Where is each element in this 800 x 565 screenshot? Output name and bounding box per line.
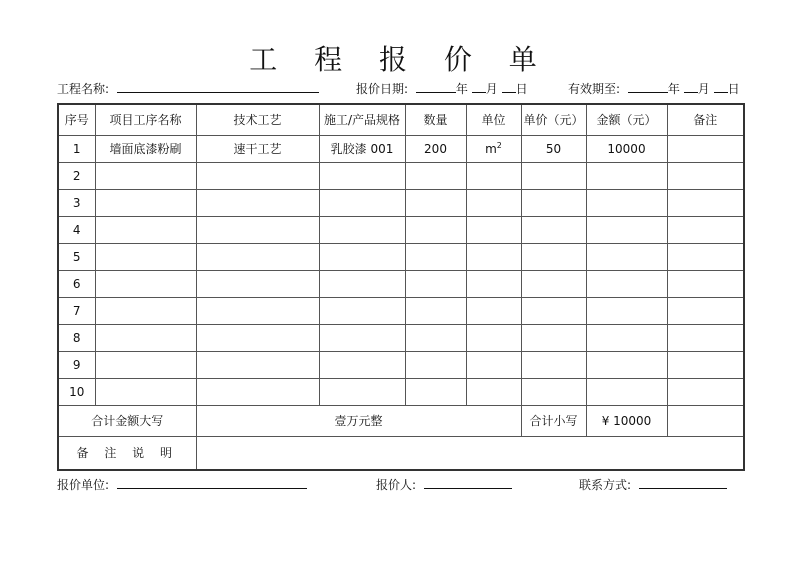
spec-cell[interactable] — [319, 297, 405, 324]
column-header: 备注 — [667, 104, 744, 135]
notes-row — [58, 436, 744, 470]
table-row — [58, 324, 744, 351]
item-name-cell[interactable] — [95, 324, 196, 351]
tech-cell[interactable] — [196, 216, 319, 243]
row-number: 9 — [58, 351, 95, 378]
quote-date-label: 报价日期: — [356, 82, 409, 96]
tech-cell[interactable] — [196, 324, 319, 351]
spec-cell[interactable] — [319, 324, 405, 351]
table-row — [58, 243, 744, 270]
quote-unit-label: 报价单位: — [57, 478, 110, 492]
quantity-cell[interactable]: 200 — [405, 135, 466, 162]
project-name-label: 工程名称: — [57, 82, 110, 96]
quoter-row — [376, 476, 512, 494]
unit-price-cell[interactable] — [521, 216, 586, 243]
tech-cell[interactable] — [196, 270, 319, 297]
column-header: 数量 — [405, 104, 466, 135]
total-remark-cell[interactable] — [667, 405, 744, 436]
spec-cell[interactable] — [319, 162, 405, 189]
quantity-cell[interactable] — [405, 243, 466, 270]
table-row — [58, 162, 744, 189]
amount-cell[interactable] — [586, 216, 667, 243]
quantity-cell[interactable] — [405, 324, 466, 351]
quantity-cell[interactable] — [405, 270, 466, 297]
row-number: 1 — [58, 135, 95, 162]
item-name-cell[interactable] — [95, 297, 196, 324]
column-header: 金额（元） — [586, 104, 667, 135]
table-row — [58, 189, 744, 216]
unit-price-cell[interactable]: 50 — [521, 135, 586, 162]
valid-until-label: 有效期至: — [568, 82, 621, 96]
item-name-cell[interactable]: 墙面底漆粉刷 — [95, 135, 196, 162]
valid-until-year-field[interactable] — [628, 80, 668, 93]
valid-until-row — [568, 80, 740, 98]
column-header: 序号 — [58, 104, 95, 135]
row-number: 2 — [58, 162, 95, 189]
tech-cell[interactable] — [196, 189, 319, 216]
table-row — [58, 378, 744, 405]
column-header: 单价（元） — [521, 104, 586, 135]
row-number: 7 — [58, 297, 95, 324]
year-label: 年 — [455, 82, 468, 96]
quantity-cell[interactable] — [405, 297, 466, 324]
row-number: 6 — [58, 270, 95, 297]
row-number: 4 — [58, 216, 95, 243]
row-number: 3 — [58, 189, 95, 216]
spec-cell[interactable] — [319, 189, 405, 216]
project-name-field[interactable] — [117, 80, 319, 93]
tech-cell[interactable] — [196, 351, 319, 378]
total-row — [58, 405, 744, 436]
spec-cell[interactable] — [319, 378, 405, 405]
column-header: 施工/产品规格 — [319, 104, 405, 135]
unit-cell[interactable]: $m^2$ — [466, 135, 521, 162]
remark-cell[interactable] — [667, 189, 744, 216]
item-name-cell[interactable] — [95, 270, 196, 297]
column-header: 技术工艺 — [196, 104, 319, 135]
valid-until-day-field[interactable] — [714, 80, 728, 93]
quantity-cell[interactable] — [405, 351, 466, 378]
quantity-cell[interactable] — [405, 189, 466, 216]
quote-date-day-field[interactable] — [502, 80, 516, 93]
table-row — [58, 216, 744, 243]
amount-cell[interactable] — [586, 378, 667, 405]
quote-table — [57, 103, 745, 471]
quote-unit-field[interactable] — [117, 476, 307, 489]
remark-cell[interactable] — [667, 351, 744, 378]
tech-cell[interactable] — [196, 162, 319, 189]
day-label: 日 — [727, 82, 740, 96]
item-name-cell[interactable] — [95, 162, 196, 189]
total-words-value[interactable]: 壹万元整 — [196, 405, 521, 436]
contact-row — [579, 476, 727, 494]
table-header-row — [58, 104, 744, 135]
unit-cell[interactable] — [466, 243, 521, 270]
table-row — [58, 351, 744, 378]
unit-price-cell[interactable] — [521, 162, 586, 189]
row-number: 10 — [58, 378, 95, 405]
amount-cell[interactable] — [586, 243, 667, 270]
notes-label: 备 注 说 明 — [58, 436, 196, 470]
month-label: 月 — [697, 82, 710, 96]
total-words-label: 合计金额大写 — [58, 405, 196, 436]
unit-price-cell[interactable] — [521, 378, 586, 405]
unit-price-cell[interactable] — [521, 324, 586, 351]
remark-cell[interactable] — [667, 135, 744, 162]
unit-superscript: 2 — [496, 141, 502, 150]
table-row — [58, 135, 744, 162]
item-name-cell[interactable] — [95, 189, 196, 216]
unit-cell[interactable] — [466, 162, 521, 189]
item-name-cell[interactable] — [95, 378, 196, 405]
remark-cell[interactable] — [667, 270, 744, 297]
valid-until-month-field[interactable] — [684, 80, 698, 93]
contact-label: 联系方式: — [579, 478, 632, 492]
quantity-cell[interactable] — [405, 378, 466, 405]
unit-cell[interactable] — [466, 216, 521, 243]
quoter-field[interactable] — [424, 476, 512, 489]
column-header: 项目工序名称 — [95, 104, 196, 135]
amount-cell[interactable] — [586, 162, 667, 189]
amount-cell[interactable] — [586, 351, 667, 378]
remark-cell[interactable] — [667, 162, 744, 189]
total-small-value[interactable]: ¥ 10000 — [586, 405, 667, 436]
unit-price-cell[interactable] — [521, 243, 586, 270]
remark-cell[interactable] — [667, 378, 744, 405]
quote-date-row — [356, 80, 528, 98]
remark-cell[interactable] — [667, 324, 744, 351]
spec-cell[interactable] — [319, 270, 405, 297]
unit-cell[interactable] — [466, 378, 521, 405]
quantity-cell[interactable] — [405, 216, 466, 243]
unit-price-cell[interactable] — [521, 270, 586, 297]
spec-cell[interactable] — [319, 351, 405, 378]
remark-cell[interactable] — [667, 216, 744, 243]
row-number: 8 — [58, 324, 95, 351]
page-title: 工 程 报 价 单 — [249, 43, 551, 76]
total-small-label: 合计小写 — [521, 405, 586, 436]
amount-cell[interactable] — [586, 324, 667, 351]
tech-cell[interactable] — [196, 297, 319, 324]
item-name-cell[interactable] — [95, 216, 196, 243]
tech-cell[interactable] — [196, 378, 319, 405]
table-row — [58, 270, 744, 297]
unit-cell[interactable] — [466, 297, 521, 324]
tech-cell[interactable] — [196, 243, 319, 270]
amount-cell[interactable]: 10000 — [586, 135, 667, 162]
item-name-cell[interactable] — [95, 351, 196, 378]
month-label: 月 — [485, 82, 498, 96]
quote-date-year-field[interactable] — [416, 80, 456, 93]
quote-date-month-field[interactable] — [472, 80, 486, 93]
amount-cell[interactable] — [586, 189, 667, 216]
project-name-row — [57, 80, 319, 98]
unit-price-cell[interactable] — [521, 297, 586, 324]
table-row — [58, 297, 744, 324]
unit-price-cell[interactable] — [521, 351, 586, 378]
quoter-label: 报价人: — [376, 478, 417, 492]
tech-cell[interactable]: 速干工艺 — [196, 135, 319, 162]
quantity-cell[interactable] — [405, 162, 466, 189]
unit-price-cell[interactable] — [521, 189, 586, 216]
spec-cell[interactable] — [319, 243, 405, 270]
notes-value[interactable] — [196, 436, 744, 470]
unit-cell[interactable] — [466, 351, 521, 378]
unit-cell[interactable] — [466, 270, 521, 297]
unit-cell[interactable] — [466, 324, 521, 351]
column-header: 单位 — [466, 104, 521, 135]
row-number: 5 — [58, 243, 95, 270]
spec-cell[interactable]: 乳胶漆 001 — [319, 135, 405, 162]
spec-cell[interactable] — [319, 216, 405, 243]
contact-field[interactable] — [639, 476, 727, 489]
quote-unit-row — [57, 476, 307, 494]
unit-cell[interactable] — [466, 189, 521, 216]
year-label: 年 — [667, 82, 680, 96]
remark-cell[interactable] — [667, 243, 744, 270]
amount-cell[interactable] — [586, 297, 667, 324]
item-name-cell[interactable] — [95, 243, 196, 270]
day-label: 日 — [515, 82, 528, 96]
amount-cell[interactable] — [586, 270, 667, 297]
remark-cell[interactable] — [667, 297, 744, 324]
